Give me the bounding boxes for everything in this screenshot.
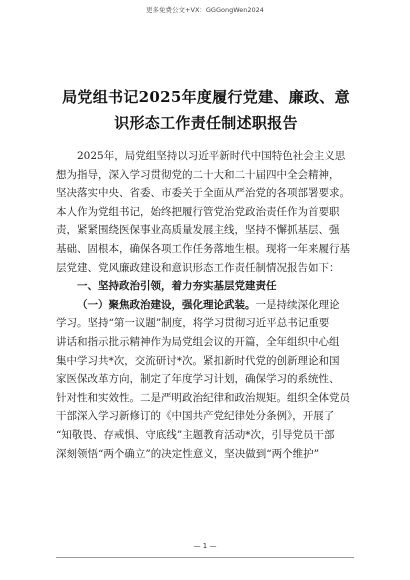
section-heading: 一、坚持政治引领，着力夯实基层党建责任 <box>77 280 277 293</box>
paragraph-line: 基础、固根本，确保各项工作任务落地生根。现将一年来履行基 <box>56 242 350 255</box>
paragraph-line: 学习。坚持“第一议题”制度，将学习贯彻习近平总书记重要 <box>56 317 330 330</box>
paragraph-line: 讲话和指示批示精神作为局党组会议的开篇，全年组织中心组 <box>56 335 340 348</box>
title-line-2: 识形态工作责任制述职报告 <box>114 114 298 132</box>
paragraph-line: 干部深入学习新修订的《中国共产党纪律处分条例》，开展了 <box>56 410 335 423</box>
paragraph-line: 本人作为党组书记，始终把履行管党治党政治责任作为首要职 <box>56 205 340 218</box>
paragraph-line: 层党建、党风廉政建设和意识形态工作责任制情况报告如下： <box>56 261 340 274</box>
footer-divider <box>56 557 354 558</box>
paragraph-line: 2025年，局党组坚持以习近平新时代中国特色社会主义思 <box>77 150 346 162</box>
subsection-line <box>56 296 362 315</box>
paragraph-line: 针对性和实效性。二是严明政治纪律和政治规矩。组织全体党员 <box>56 391 350 404</box>
document-title <box>56 84 356 136</box>
subsection-text: 一是持续深化理论 <box>255 298 340 311</box>
page-number: — 1 — <box>193 542 217 550</box>
paragraph-line: 家医保改革方向，制定了年度学习计划，确保学习的系统性、 <box>56 373 340 386</box>
paragraph-line: 坚决落实中央、省委、市委关于全面从严治党的各项部署要求。 <box>56 187 350 200</box>
paragraph-line: 集中学习共*次，交流研讨*次。紧扣新时代党的创新理论和国 <box>56 354 340 367</box>
watermark-text: 更多免费公文+VX：GGGongWen2024 <box>146 6 264 14</box>
paragraph-line: “知敬畏、存戒惧、守底线”主题教育活动*次，引导党员干部 <box>56 428 335 441</box>
document-body <box>56 147 362 463</box>
paragraph-line: 深刻领悟“两个确立”的决定性意义，坚决做到“两个维护” <box>56 447 319 460</box>
title-line-1: 局党组书记2025年度履行党建、廉政、意 <box>62 88 350 106</box>
paragraph-line: 想为指导，深入学习贯彻党的二十大和二十届四中全会精神， <box>56 168 340 181</box>
paragraph-line: 责，紧紧围绕医保事业高质量发展主线，坚持不懈抓基层、强 <box>56 224 340 237</box>
subsection-heading: （一）聚焦政治建设，强化理论武装。 <box>77 298 256 311</box>
